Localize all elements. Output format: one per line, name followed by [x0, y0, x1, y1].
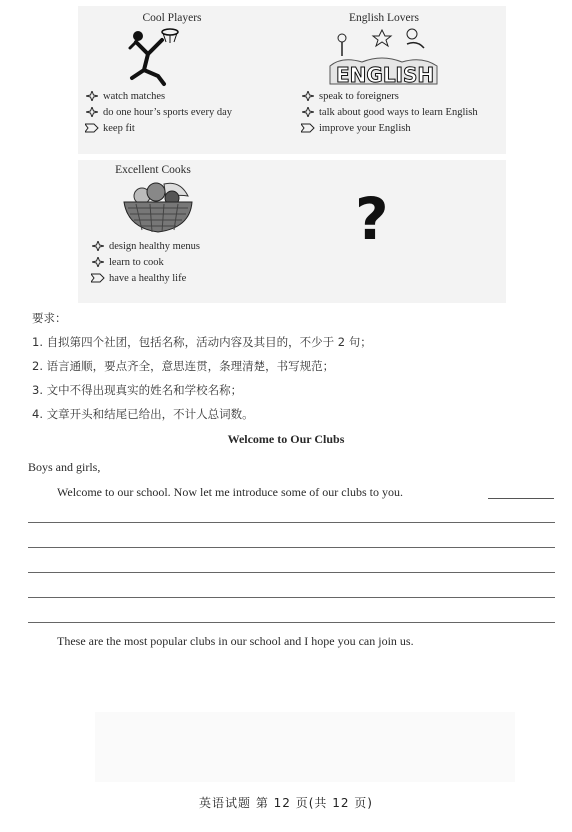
club-name: English Lovers: [349, 12, 419, 24]
club-name: Cool Players: [142, 12, 202, 24]
list-item: watch matches: [84, 88, 274, 104]
arrow-bullet-icon: [300, 123, 316, 133]
requirement-item: 3. 文中不得出现真实的姓名和学校名称；: [32, 383, 243, 397]
essay-ending: These are the most popular clubs in our school and I hope you can join us.: [57, 634, 414, 648]
essay-opening: Welcome to our school. Now let me introduce some of our clubs to you.: [57, 485, 403, 499]
star-bullet-icon: [84, 91, 100, 101]
answer-blank[interactable]: [488, 498, 554, 499]
arrow-bullet-icon: [90, 273, 106, 283]
club-activities: [300, 88, 505, 136]
blank-area: [95, 712, 515, 782]
requirement-item: 1. 自拟第四个社团，包括名称，活动内容及其目的，不少于 2 句；: [32, 335, 372, 349]
star-bullet-icon: [90, 241, 106, 251]
writing-line[interactable]: [28, 522, 555, 523]
club-name: Excellent Cooks: [115, 164, 191, 176]
fruit-basket-icon: [120, 178, 280, 238]
writing-line[interactable]: [28, 547, 555, 548]
list-item: have a healthy life: [90, 270, 280, 286]
club-activities: [90, 238, 280, 286]
list-item: talk about good ways to learn English: [300, 104, 505, 120]
list-item: improve your English: [300, 120, 505, 136]
club-cool-players: [84, 12, 274, 136]
star-bullet-icon: [300, 91, 316, 101]
list-item: speak to foreigners: [300, 88, 505, 104]
star-bullet-icon: [84, 107, 100, 117]
svg-text:ENGLISH: ENGLISH: [336, 63, 435, 87]
star-bullet-icon: [300, 107, 316, 117]
essay-greeting: Boys and girls,: [28, 460, 101, 474]
page-footer: 英语试题 第 12 页(共 12 页): [199, 796, 373, 810]
writing-line[interactable]: [28, 622, 555, 623]
question-mark: ?: [355, 185, 389, 253]
list-item: keep fit: [84, 120, 274, 136]
basketball-player-icon: [118, 26, 274, 88]
english-letters-icon: [322, 26, 505, 88]
arrow-bullet-icon: [84, 123, 100, 133]
list-item: do one hour’s sports every day: [84, 104, 274, 120]
club-excellent-cooks: [90, 164, 280, 286]
requirement-item: 4. 文章开头和结尾已给出，不计人总词数。: [32, 407, 254, 421]
requirement-item: 2. 语言通顺，要点齐全，意思连贯，条理清楚，书写规范；: [32, 359, 335, 373]
writing-line[interactable]: [28, 597, 555, 598]
list-item: learn to cook: [90, 254, 280, 270]
club-english-lovers: [300, 12, 505, 136]
writing-line[interactable]: [28, 572, 555, 573]
list-item: design healthy menus: [90, 238, 280, 254]
club-activities: [84, 88, 274, 136]
requirements-heading: 要求：: [32, 311, 67, 325]
essay-title: Welcome to Our Clubs: [227, 432, 345, 446]
star-bullet-icon: [90, 257, 106, 267]
